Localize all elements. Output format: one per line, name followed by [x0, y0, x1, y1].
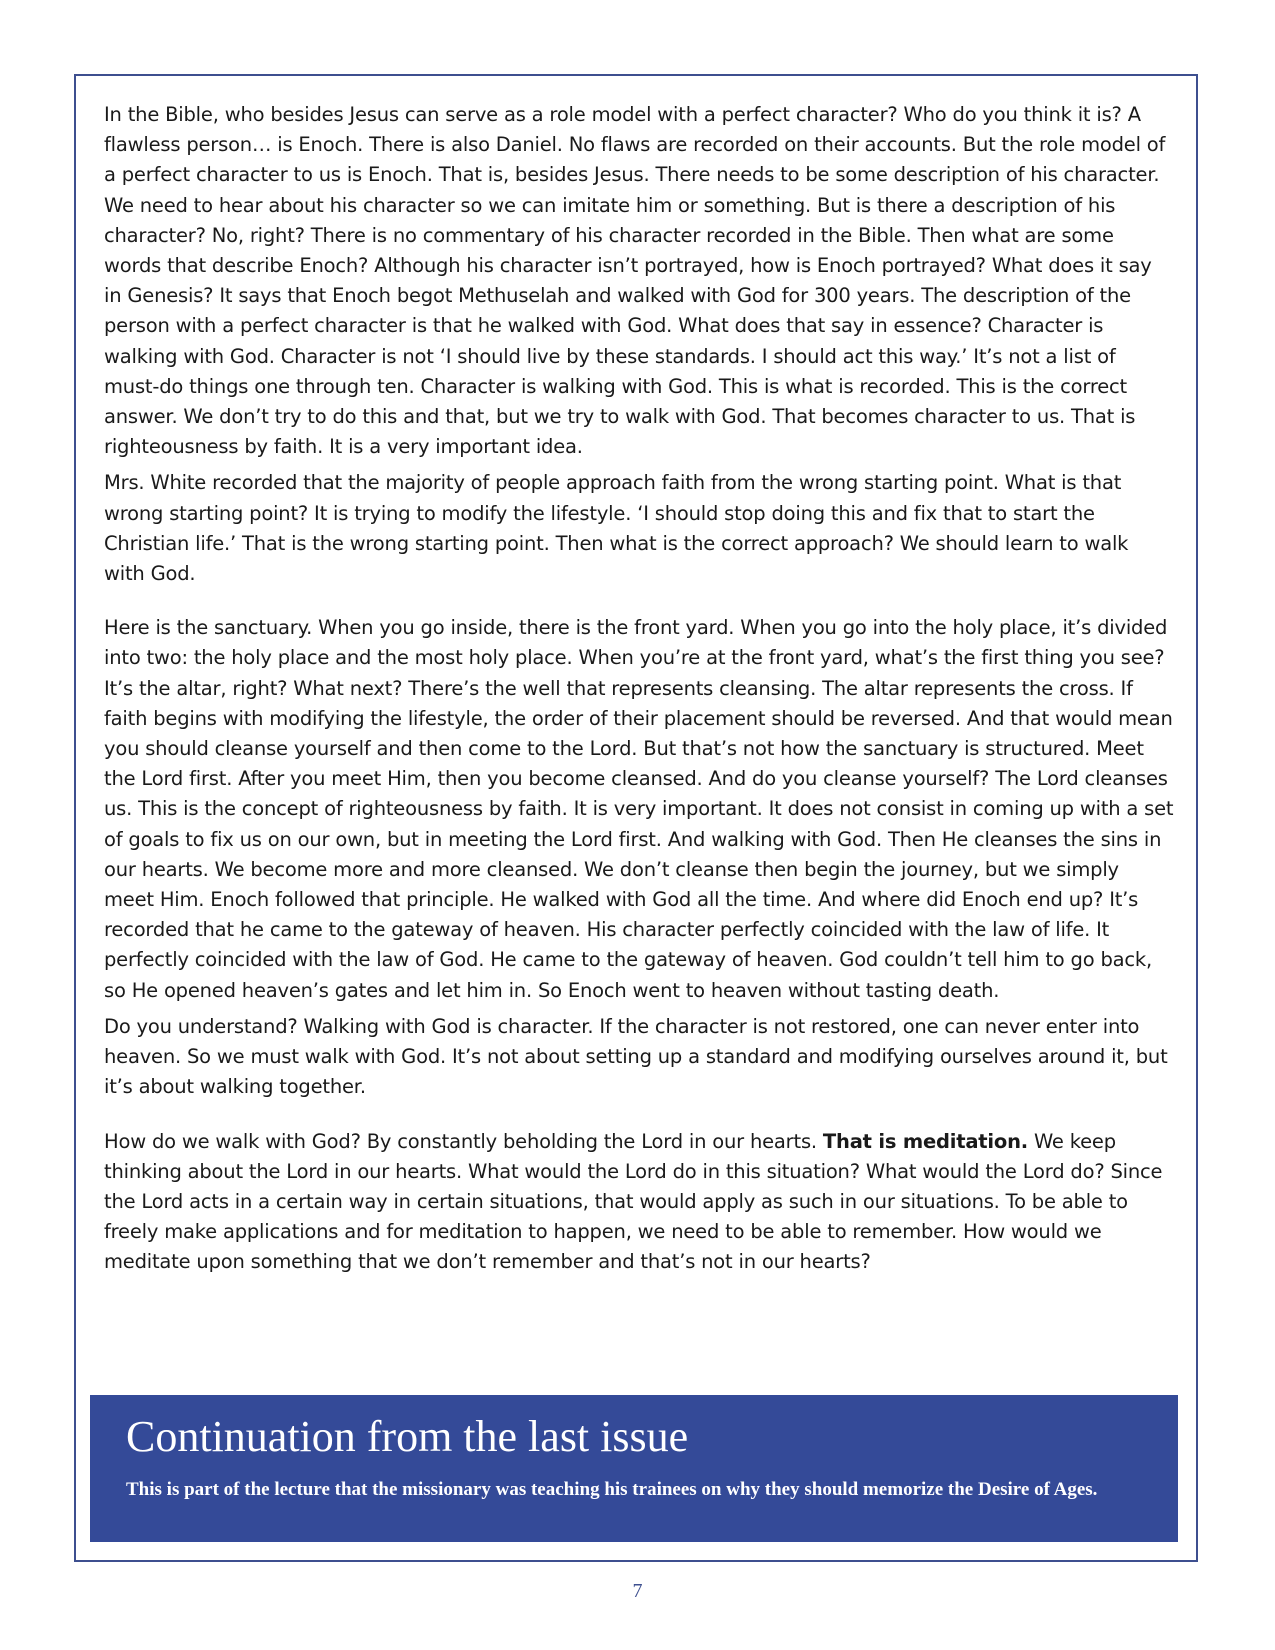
continuation-banner: [90, 1395, 1178, 1542]
paragraph-5-before: How do we walk with God? By constantly beholding the Lord in our hearts.: [104, 1129, 823, 1153]
banner-title: Continuation from the last issue: [126, 1412, 689, 1461]
article-body: [104, 100, 1174, 1284]
paragraph-5-after: We keep thinking about the Lord in our hearts. What would the Lord do in this situation? What would the Lord do? Since the Lord acts in a certain way in certain situations, that would apply as such in our situations. To be able to freely make applications and for meditation to happen, we need to be able to remember. How would we meditate upon something that we don’t remember and that’s not in our hearts?: [104, 1129, 1163, 1274]
paragraph-2: Mrs. White recorded that the majority of people approach faith from the wrong starting point. What is that wrong starting point? It is trying to modify the lifestyle. ‘I should stop doing this and fix that to start the Christian life.’ That is the wrong starting point. Then what is the correct approach? We should learn to walk with God.: [104, 471, 1129, 586]
paragraph-1: In the Bible, who besides Jesus can serve as a role model with a perfect character? Who do you think it is? A flawless person… is Enoch. There is also Daniel. No flaws are recorded on their accounts. But the role model of a perfect character to us is Enoch. That is, besides Jesus. There needs to be some description of his character. We need to hear about his character so we can imitate him or something. But is there a description of his character? No, right? There is no commentary of his character recorded in the Bible. Then what are some words that describe Enoch? Although his character isn’t portrayed, how is Enoch portrayed? What does it say in Genesis? It says that Enoch begot Methuselah and walked with God for 300 years. The description of the person with a perfect character is that he walked with God. What does that say in essence? Character is walking with God. Character is not ‘I should live by these standards. I should act this way.’ It’s not a list of must-do things one through ten. Character is walking with God. This is what is recorded. This is the correct answer. We don’t try to do this and that, but we try to walk with God. That becomes character to us. That is righteousness by faith. It is a very important idea.: [104, 103, 1166, 459]
paragraph-5: [104, 1127, 1174, 1278]
paragraph-5-emphasis: That is meditation.: [822, 1129, 1028, 1153]
paragraph-3: Here is the sanctuary. When you go inside, there is the front yard. When you go into the holy place, it’s divided into two: the holy place and the most holy place. When you’re at the front yard, what’s the first thing you see? It’s the altar, right? What next? There’s the well that represents cleansing. The altar represents the cross. If faith begins with modifying the lifestyle, the order of their placement should be reversed. And that would mean you should cleanse yourself and then come to the Lord. But that’s not how the sanctuary is structured. Meet the Lord first. After you meet Him, then you become cleansed. And do you cleanse yourself? The Lord cleanses us. This is the concept of righteousness by faith. It is very important. It does not consist in coming up with a set of goals to fix us on our own, but in meeting the Lord first. And walking with God. Then He cleanses the sins in our hearts. We become more and more cleansed. We don’t cleanse then begin the journey, but we simply meet Him. Enoch followed that principle. He walked with God all the time. And where did Enoch end up? It’s recorded that he came to the gateway of heaven. His character perfectly coincided with the law of life. It perfectly coincided with the law of God. He came to the gateway of heaven. God couldn’t tell him to go back, so He opened heaven’s gates and let him in. So Enoch went to heaven without tasting death.: [104, 616, 1174, 1002]
banner-subtitle: This is part of the lecture that the missionary was teaching his trainees on why they should memorize the Desire of Ages.: [126, 1479, 1098, 1500]
page-number: 7: [632, 1580, 643, 1602]
paragraph-4: Do you understand? Walking with God is character. If the character is not restored, one can never enter into heaven. So we must walk with God. It’s not about setting up a standard and modifying ourselves around it, but it’s about walking together.: [104, 1014, 1168, 1099]
